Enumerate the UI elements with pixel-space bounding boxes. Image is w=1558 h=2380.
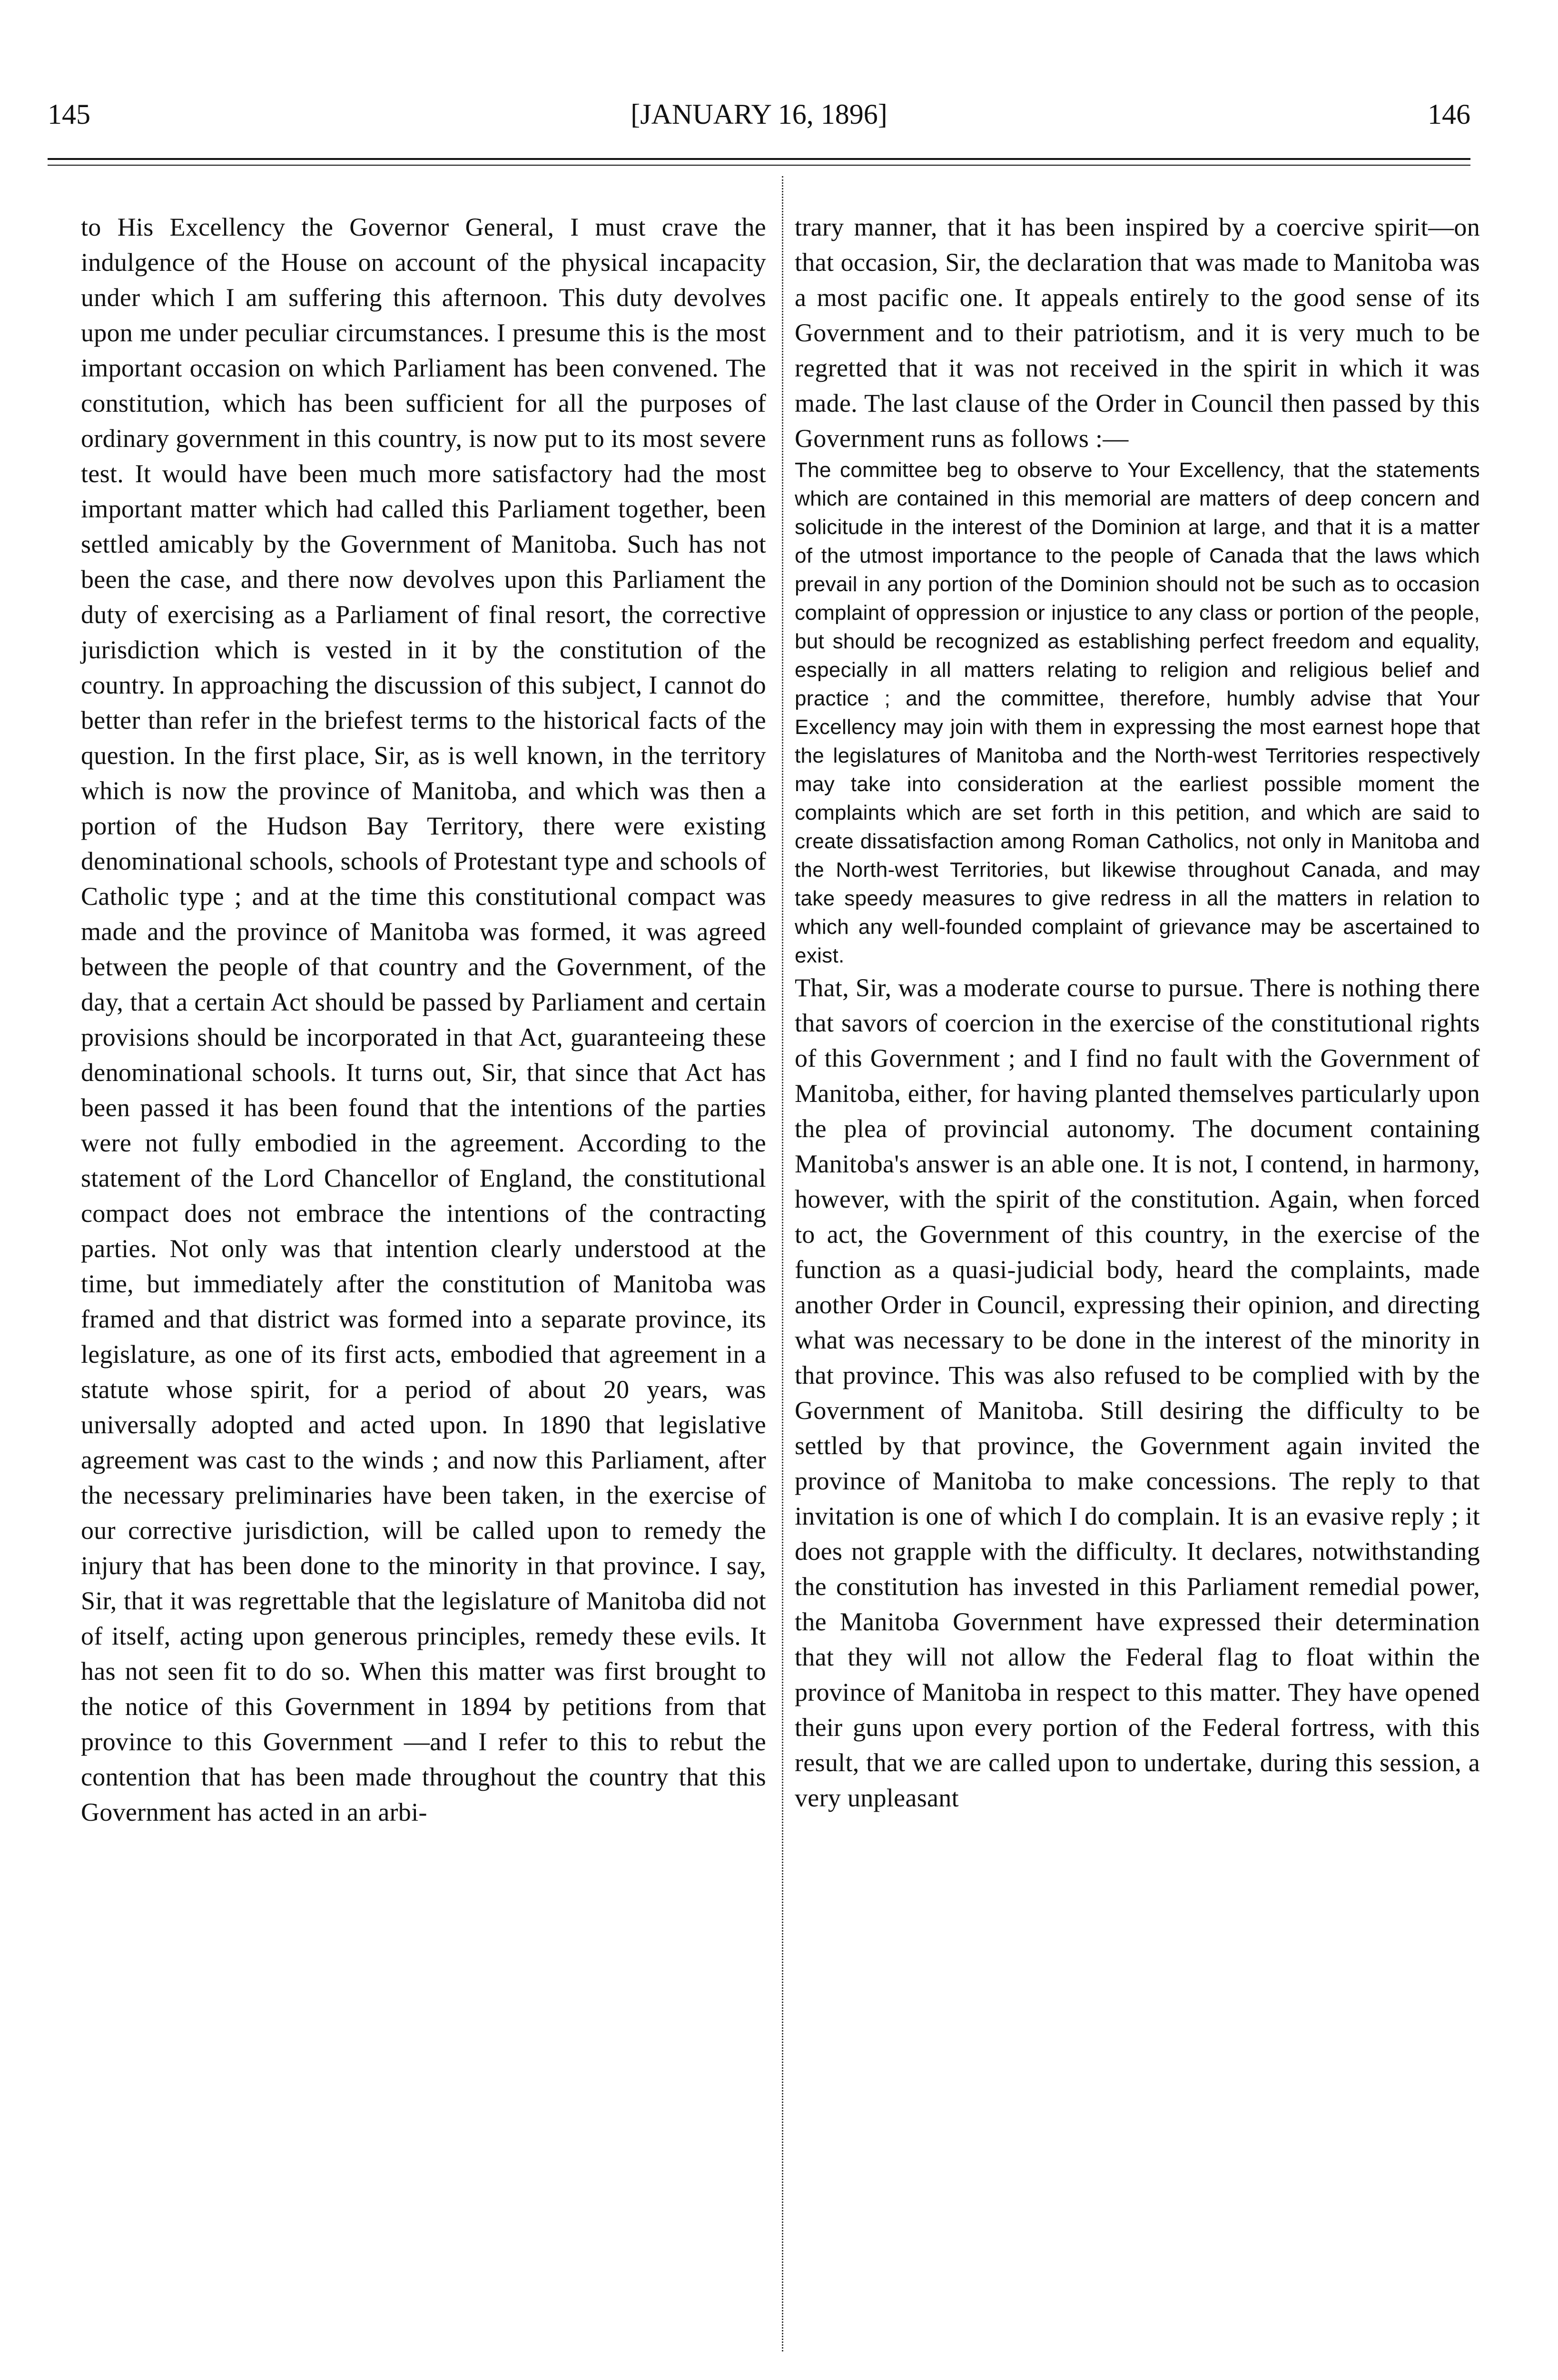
left-column bbox=[81, 209, 766, 1830]
right-column bbox=[795, 209, 1480, 1815]
column-divider bbox=[782, 176, 783, 2351]
right-column-continuation: That, Sir, was a moderate course to pursue. There is nothing there that savors of coercion in the exercise of the constitutional rights of this Government ; and I find no fault with the Government of Manitoba, either, for having planted themselves particularly upon the plea of provincial autonomy. The document containing Manitoba's answer is an able one. It is not, I contend, in harmony, however, with the spirit of the constitution. Again, when forced to act, the Government of this country, in the exercise of the function as a quasi-judicial body, heard the complaints, made another Order in Council, expressing their opinion, and directing what was necessary to be done in the interest of the minority in that province. This was also refused to be complied with by the Government of Manitoba. Still desiring the difficulty to be settled by that province, the Government again invited the province of Manitoba to make concessions. The reply to that invitation is one of which I do complain. It is an evasive reply ; it does not grapple with the difficulty. It declares, notwithstanding the constitution has invested in this Parliament remedial power, the Manitoba Government have expressed their determination that they will not allow the Federal flag to float within the province of Manitoba in respect to this matter. They have opened their guns upon every portion of the Federal fortress, with this result, that we are called upon to undertake, during this session, a very unpleasant bbox=[795, 973, 1480, 1812]
header-rule-top bbox=[48, 158, 1470, 160]
right-column-intro: trary manner, that it has been inspired by a coercive spirit—on that occasion, Sir, the declaration that was made to Manitoba was a most pacific one. It appeals entirely to the good sense of its Government and to their patriotism, and it is very much to be regretted that it was not received in the spirit in which it was made. The last clause of the Order in Council then passed by this Government runs as follows :— bbox=[795, 213, 1480, 453]
page-number-left: 145 bbox=[48, 99, 90, 130]
order-in-council-quote: The committee beg to observe to Your Excellency, that the statements which are contained in this memorial are matters of deep concern and solicitude in the interest of the Dominion at large, and that it is a matter of the utmost importance to the people of Canada that the laws which prevail in any portion of the Dominion should not be such as to occasion complaint of oppression or injustice to any class or portion of the people, but should be recognized as establishing perfect freedom and equality, especially in all matters relating to religion and religious belief and practice ; and the committee, therefore, humbly advise that Your Excellency may join with them in expressing the most earnest hope that the legislatures of Manitoba and the North-west Territories respectively may take into consideration at the earliest possible moment the complaints which are set forth in this petition, and which are said to create dissatisfaction among Roman Catholics, not only in Manitoba and the North-west Territories, but likewise throughout Canada, and may take speedy measures to give redress in all the matters in relation to which any well-founded complaint of grievance may be ascertained to exist. bbox=[795, 458, 1480, 967]
left-column-text: to His Excellency the Governor General, I must crave the indulgence of the House on account of the physical incapacity under which I am suffering this afternoon. This duty devolves upon me under peculiar circumstances. I presume this is the most important occasion on which Parliament has been convened. The constitution, which has been sufficient for all the purposes of ordinary government in this country, is now put to its most severe test. It would have been much more satisfactory had the most important matter which had called this Parliament together, been settled amicably by the Government of Manitoba. Such has not been the case, and there now devolves upon this Parliament the duty of exercising as a Parliament of final resort, the corrective jurisdiction which is vested in it by the constitution of the country. In approaching the discussion of this subject, I cannot do better than refer in the briefest terms to the historical facts of the question. In the first place, Sir, as is well known, in the territory which is now the province of Manitoba, and which was then a portion of the Hudson Bay Territory, there were existing denominational schools, schools of Protestant type and schools of Catholic type ; and at the time this constitutional compact was made and the province of Manitoba was formed, it was agreed between the people of that country and the Government, of the day, that a certain Act should be passed by Parliament and certain provisions should be incorporated in that Act, guaranteeing these denominational schools. It turns out, Sir, that since that Act has been passed it has been found that the intentions of the parties were not fully embodied in the agreement. According to the statement of the Lord Chancellor of England, the constitutional compact does not embrace the intentions of the contracting parties. Not only was that intention clearly understood at the time, but immediately after the constitution of Manitoba was framed and that district was formed into a separate province, its legislature, as one of its first acts, embodied that agreement in a statute whose spirit, for a period of about 20 years, was universally adopted and acted upon. In 1890 that legislative agreement was cast to the winds ; and now this Parliament, after the necessary preliminaries have been taken, in the exercise of our corrective jurisdiction, will be called upon to remedy the injury that has been done to the minority in that province. I say, Sir, that it was regrettable that the legislature of Manitoba did not of itself, acting upon generous principles, remedy these evils. It has not seen fit to do so. When this matter was first brought to the notice of this Government in 1894 by petitions from that province to this Government —and I refer to this to rebut the contention that has been made throughout the country that this Government has acted in an arbi- bbox=[81, 213, 766, 1826]
page-number-right: 146 bbox=[1428, 99, 1470, 130]
header-rule-bottom bbox=[48, 165, 1470, 166]
header-date: [JANUARY 16, 1896] bbox=[631, 99, 887, 130]
page-header bbox=[48, 95, 1470, 133]
